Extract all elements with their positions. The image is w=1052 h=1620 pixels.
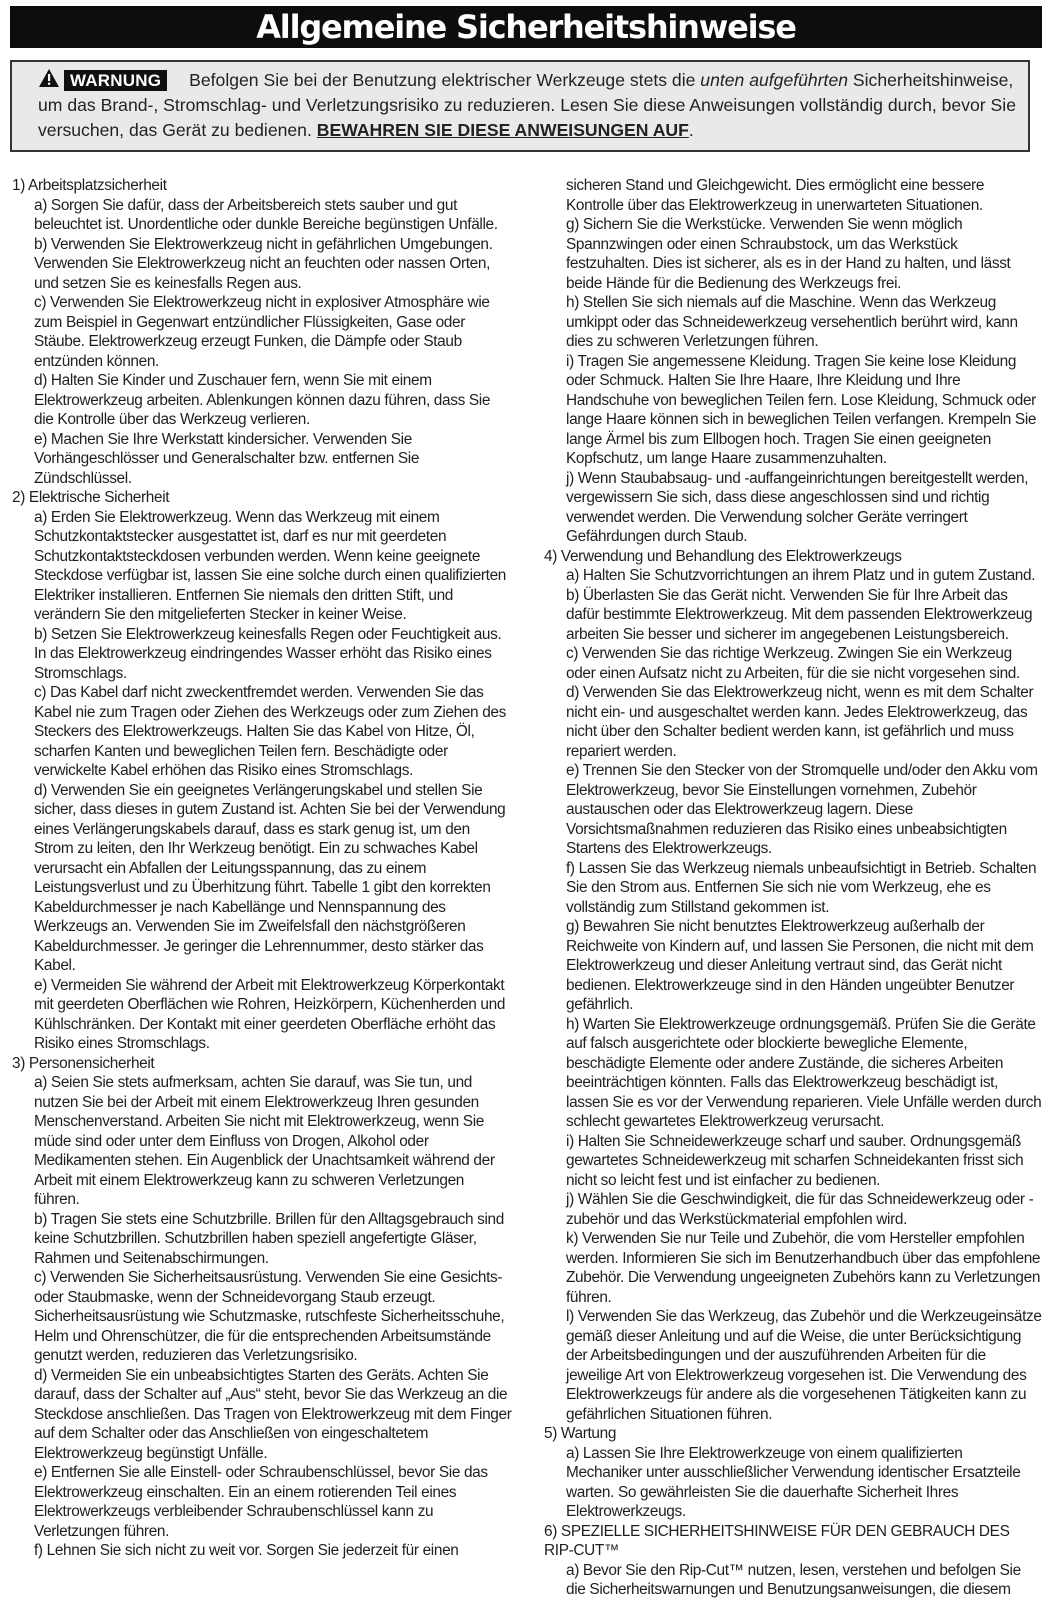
warning-text: Befolgen Sie bei der Benutzung elektrischer Werkzeuge stets die unten aufgeführten Sicherheitshinweise, um das Brand-, Stromschlag- und Verletzungsrisiko zu reduzieren. Lesen Sie diese Anweisungen vollständig durch, bevor Sie versuchen, das Gerät zu bedienen. BEWAHREN SIE DIESE ANWEISUNGEN AUF. — [38, 70, 1016, 140]
paragraph: d) Verwenden Sie das Elektrowerkzeug nicht, wenn es mit dem Schalter nicht ein- und ausgeschaltet werden kann. Jedes Elektrowerkzeug, das nicht über den Schalter bedient werden kann, ist gefährlich und muss repariert werden. — [566, 684, 1034, 760]
paragraph: c) Verwenden Sie Sicherheitsausrüstung. Verwenden Sie eine Gesichts- oder Staubmaske, wenn der Schneidevorgang Staub erzeugt. Sicherheitsausrüstung wie Schutzmaske, rutschfeste Sicherheitsschuhe, Helm und Ohrenschützer, die für die entsprechenden Arbeitsumstände genutzt werden, reduzieren das Verletzungsrisiko. — [34, 1269, 505, 1364]
paragraph: h) Warten Sie Elektrowerkzeuge ordnungsgemäß. Prüfen Sie die Geräte auf falsch ausgerichtete oder blockierte bewegliche Elemente, beschädigte Elemente oder andere Zustände, die sicheres Arbeiten beeinträchtigen könnten. Falls das Elektrowerkzeug beschädigt ist, lassen Sie es vor der Verwendung reparieren. Viele Unfälle werden durch schlecht gewartetes Elektrowerkzeug verursacht. — [566, 1015, 1042, 1130]
section-heading: 4) Verwendung und Behandlung des Elektrowerkzeugs — [544, 547, 902, 565]
paragraph: j) Wählen Sie die Geschwindigkeit, die für das Schneidewerkzeug oder -zubehör und das Werkstückmaterial empfohlen wird. — [566, 1191, 1034, 1228]
paragraph: a) Sorgen Sie dafür, dass der Arbeitsbereich stets sauber und gut beleuchtet ist. Unordentliche oder dunkle Bereiche begünstigen Unfälle. — [34, 196, 498, 233]
paragraph: a) Halten Sie Schutzvorrichtungen an ihrem Platz und in gutem Zustand. — [566, 567, 1036, 584]
paragraph: g) Bewahren Sie nicht benutztes Elektrowerkzeug außerhalb der Reichweite von Kindern auf, und lassen Sie Personen, die nicht mit dem Elektrowerkzeug und dieser Anleitung vertraut sind, das Gerät nicht bedienen. Elektrowerkzeuge sind in den Händen ungeübter Benutzer gefährlich. — [566, 918, 1034, 1013]
warning-badge: WARNUNG — [64, 70, 167, 91]
paragraph: f) Lehnen Sie sich nicht zu weit vor. Sorgen Sie jederzeit für einen — [34, 1542, 459, 1559]
paragraph: d) Halten Sie Kinder und Zuschauer fern, wenn Sie mit einem Elektrowerkzeug arbeiten. Ablenkungen können dazu führen, dass Sie die Kontrolle über das Werkzeug verlieren. — [34, 372, 491, 428]
paragraph: e) Machen Sie Ihre Werkstatt kindersicher. Verwenden Sie Vorhängeschlösser und Generalschalter bzw. entfernen Sie Zündschlüssel. — [34, 430, 420, 487]
paragraph: e) Vermeiden Sie während der Arbeit mit Elektrowerkzeug Körperkontakt mit geerdeten Oberflächen wie Rohren, Heizkörpern, Küchenherden und Kühlschränken. Der Kontakt mit einer geerdeten Oberfläche erhöht das Risiko eines Stromschlags. — [34, 976, 506, 1052]
paragraph: h) Stellen Sie sich niemals auf die Maschine. Wenn das Werkzeug umkippt oder das Schneidewerkzeug versehentlich berührt wird, kann dies zu schweren Verletzungen führen. — [566, 294, 1018, 350]
paragraph: d) Verwenden Sie ein geeignetes Verlängerungskabel und stellen Sie sicher, dass dieses in gutem Zustand ist. Achten Sie bei der Verwendung eines Verlängerungskabels darauf, dass es stark genug ist, um den Strom zu leiten, den Ihr Werkzeug benötigt. Ein zu schwaches Kabel verursacht ein Abfallen der Leitungsspannung, das zu einem Leistungsverlust und zu Überhitzung führt. Tabelle 1 gibt den korrekten Kabeldurchmesser je nach Kabellänge und Nennspannung des Werkzeugs an. Verwenden Sie im Zweifelsfall den nächstgrößeren Kabeldurchmesser. Je geringer die Lehrennummer, desto stärker das Kabel. — [34, 781, 506, 974]
paragraph: e) Trennen Sie den Stecker von der Stromquelle und/oder den Akku vom Elektrowerkzeug, bevor Sie Einstellungen vornehmen, Zubehör austauschen oder das Elektrowerkzeug lagern. Diese Vorsichtsmaßnahmen reduzieren das Risiko eines unbeabsichtigten Startens des Elektrowerkzeugs. — [566, 762, 1038, 857]
content-columns — [12, 176, 1042, 1616]
paragraph: i) Halten Sie Schneidewerkzeuge scharf und sauber. Ordnungsgemäß gewartetes Schneidewerkzeug mit scharfen Schneidekanten frisst sich nicht so leicht fest und ist einfacher zu bedienen. — [566, 1132, 1024, 1189]
paragraph: g) Sichern Sie die Werkstücke. Verwenden Sie wenn möglich Spannzwingen oder einen Schraubstock, um das Werkstück festzuhalten. Dies ist sicherer, als es in der Hand zu halten, und lässt beide Hände für die Bedienung des Werkzeugs frei. — [566, 216, 1011, 292]
paragraph: c) Das Kabel darf nicht zweckentfremdet werden. Verwenden Sie das Kabel nie zum Tragen oder Ziehen des Werkzeugs oder zum Ziehen des Steckers des Elektrowerkzeugs. Halten Sie das Kabel von Hitze, Öl, scharfen Kanten und beweglichen Teilen fern. Beschädigte oder verwickelte Kabel erhöhen das Risiko eines Stromschlags. — [34, 684, 506, 779]
paragraph: i) Tragen Sie angemessene Kleidung. Tragen Sie keine lose Kleidung oder Schmuck. Halten Sie Ihre Haare, Ihre Kleidung und Ihre Handschuhe von beweglichen Teilen fern. Lose Kleidung, Schmuck oder lange Haare können sich in beweglichen Teilen verfangen. Krempeln Sie lange Ärmel bis zum Ellbogen hoch. Tragen Sie einen geeigneten Kopfschutz, um lange Haare zusammenzuhalten. — [566, 352, 1037, 467]
section-heading: 6) SPEZIELLE SICHERHEITSHINWEISE FÜR DEN GEBRAUCH DES RIP-CUT™ — [544, 1522, 1010, 1559]
paragraph: e) Entfernen Sie alle Einstell- oder Schraubenschlüssel, bevor Sie das Elektrowerkzeug einschalten. Ein an einem rotierenden Teil eines Elektrowerkzeugs verbleibender Schraubenschlüssel kann zu Verletzungen führen. — [34, 1464, 488, 1540]
paragraph: l) Verwenden Sie das Werkzeug, das Zubehör und die Werkzeugeinsätze gemäß dieser Anleitung und auf die Weise, die unter Berücksichtigung der Arbeitsbedingungen und der auszuführenden Arbeiten für die jeweilige Art von Elektrowerkzeug vorgesehen ist. Die Verwendung des Elektrowerkzeugs für andere als die vorgesehenen Tätigkeiten kann zu gefährlichen Situationen führen. — [566, 1308, 1042, 1423]
paragraph: f) Lassen Sie das Werkzeug niemals unbeaufsichtigt in Betrieb. Schalten Sie den Strom aus. Entfernen Sie sich nie vom Werkzeug, ehe es vollständig zum Stillstand gekommen ist. — [566, 859, 1037, 916]
page-title: Allgemeine Sicherheitshinweise — [10, 6, 1042, 48]
warning-box — [10, 60, 1030, 152]
paragraph: b) Überlasten Sie das Gerät nicht. Verwenden Sie für Ihre Arbeit das dafür bestimmte Elektrowerkzeug. Mit dem passenden Elektrowerkzeug arbeiten Sie besser und sicherer im angegebenen Leistungsbereich. — [566, 586, 1033, 643]
paragraph: j) Wenn Staubabsaug- und -auffangeinrichtungen bereitgestellt werden, vergewissern Sie sich, dass diese angeschlossen sind und richtig verwendet werden. Die Verwendung solcher Geräte verringert Gefährdungen durch Staub. — [566, 469, 1029, 545]
right-column — [544, 176, 1042, 1616]
left-column — [12, 176, 512, 1616]
paragraph: sicheren Stand und Gleichgewicht. Dies ermöglicht eine bessere Kontrolle über das Elektrowerkzeug in unerwarteten Situationen. — [566, 177, 985, 214]
section-heading: 1) Arbeitsplatzsicherheit — [12, 177, 167, 194]
paragraph: d) Vermeiden Sie ein unbeabsichtigtes Starten des Geräts. Achten Sie darauf, dass der Schalter auf „Aus“ steht, bevor Sie das Werkzeug an die Steckdose anschließen. Das Tragen von Elektrowerkzeug mit dem Finger auf dem Schalter oder das Anschließen von eingeschaltetem Elektrowerkzeug begünstigt Unfälle. — [34, 1366, 512, 1462]
paragraph: a) Seien Sie stets aufmerksam, achten Sie darauf, was Sie tun, und nutzen Sie bei der Arbeit mit einem Elektrowerkzeug Ihren gesunden Menschenverstand. Arbeiten Sie nicht mit Elektrowerkzeug, wenn Sie müde sind oder unter dem Einfluss von Drogen, Alkohol oder Medikamenten stehen. Ein Augenblick der Unachtsamkeit während der Arbeit mit einem Elektrowerkzeug kann zu schweren Verletzungen führen. — [34, 1074, 495, 1208]
paragraph: b) Setzen Sie Elektrowerkzeug keinesfalls Regen oder Feuchtigkeit aus. In das Elektrowerkzeug eindringendes Wasser erhöht das Risiko eines Stromschlags. — [34, 625, 502, 682]
paragraph: c) Verwenden Sie das richtige Werkzeug. Zwingen Sie ein Werkzeug oder einen Aufsatz nicht zu Arbeiten, für die sie nicht vorgesehen sind. — [566, 645, 1020, 682]
paragraph: c) Verwenden Sie Elektrowerkzeug nicht in explosiver Atmosphäre wie zum Beispiel in Gegenwart entzündlicher Flüssigkeiten, Gase oder Stäube. Elektrowerkzeug erzeugt Funken, die Dämpfe oder Staub entzünden können. — [34, 294, 490, 370]
section-heading: 5) Wartung — [544, 1425, 617, 1442]
section-heading: 3) Personensicherheit — [12, 1054, 155, 1072]
paragraph: k) Verwenden Sie nur Teile und Zubehör, die vom Hersteller empfohlen werden. Informieren Sie sich im Benutzerhandbuch über das empfohlene Zubehör. Die Verwendung ungeeigneten Zubehörs kann zu Verletzungen führen. — [566, 1230, 1041, 1306]
paragraph: a) Erden Sie Elektrowerkzeug. Wenn das Werkzeug mit einem Schutzkontaktstecker ausgestattet ist, darf es nur mit geerdeten Schutzkontaktsteckdosen verbunden werden. Wenn keine geeignete Steckdose verfügbar ist, lassen Sie eine solche durch einen qualifizierten Elektriker installieren. Entfernen Sie niemals den dritten Stift, und verändern Sie den mitgelieferten Stecker in keiner Weise. — [34, 508, 507, 623]
warning-triangle-icon — [38, 68, 60, 88]
paragraph: a) Bevor Sie den Rip-Cut™ nutzen, lesen, verstehen und befolgen Sie die Sicherheitswarnungen und Benutzungsanweisungen, die diesem — [566, 1561, 1021, 1598]
paragraph: b) Tragen Sie stets eine Schutzbrille. Brillen für den Alltagsgebrauch sind keine Schutzbrillen. Schutzbrillen haben speziell angefertigte Gläser, Rahmen und Seitenabschirmungen. — [34, 1210, 504, 1267]
section-heading: 2) Elektrische Sicherheit — [12, 489, 170, 506]
paragraph: a) Lassen Sie Ihre Elektrowerkzeuge von einem qualifizierten Mechaniker unter ausschließlicher Verwendung identischer Ersatzteile warten. So gewährleisten Sie die dauerhafte Sicherheit Ihres Elektrowerkzeugs. — [566, 1444, 1021, 1520]
paragraph: b) Verwenden Sie Elektrowerkzeug nicht in gefährlichen Umgebungen. Verwenden Sie Elektrowerkzeug nicht an feuchten oder nassen Orten, und setzen Sie es keinesfalls Regen aus. — [34, 235, 493, 292]
